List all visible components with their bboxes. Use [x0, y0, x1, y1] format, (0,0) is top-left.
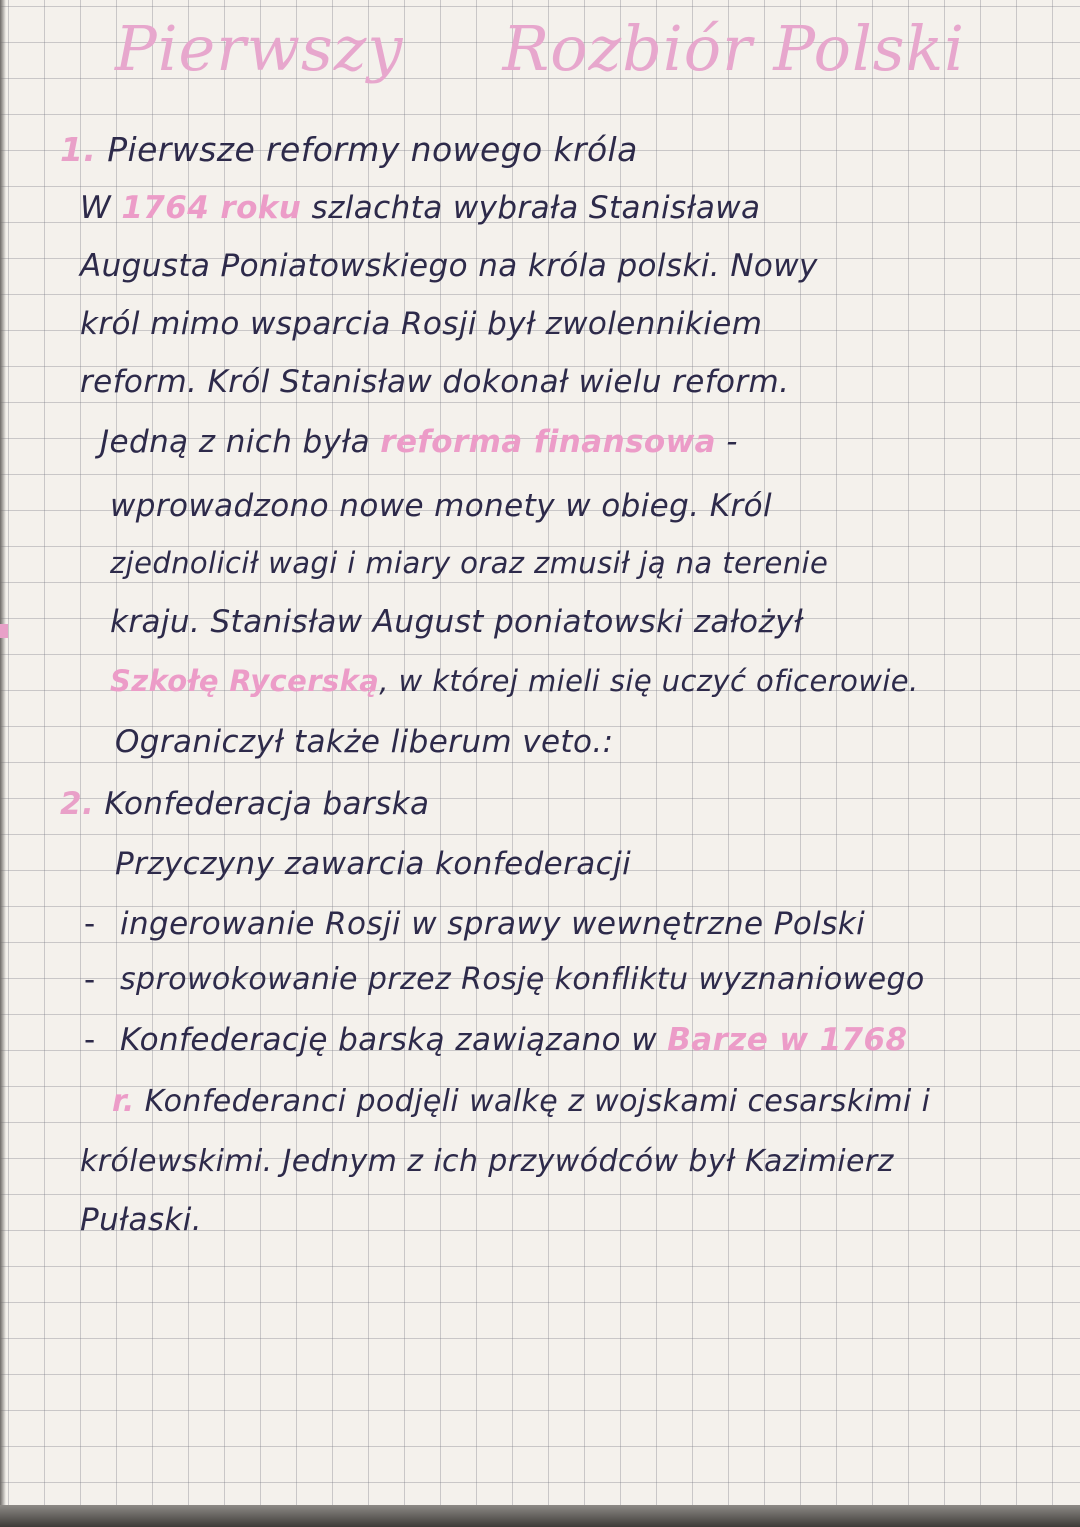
bullet-2: sprowokowanie przez Rosję konfliktu wyznaniowego	[120, 962, 925, 997]
page-left-shadow	[0, 0, 6, 1527]
section-1-number: 1.	[60, 130, 97, 169]
highlight-r: r.	[112, 1084, 135, 1119]
line-text: -	[715, 424, 738, 460]
text-line-8: kraju. Stanisław August poniatowski założył	[110, 604, 804, 640]
page-bottom-edge	[0, 1505, 1080, 1527]
bullet-dash: -	[84, 962, 96, 998]
section-1-heading	[60, 130, 638, 169]
line-text: , w której mieli się uczyć oficerowie.	[379, 664, 919, 698]
text-line-9	[110, 664, 919, 698]
text-line-4: reform. Król Stanisław dokonał wielu reform.	[80, 364, 790, 400]
line-text: W	[80, 190, 122, 226]
bullet-dash: -	[84, 1022, 96, 1058]
bullet-1: ingerowanie Rosji w sprawy wewnętrzne Polski	[120, 906, 866, 942]
line-text: Konfederację barską zawiązano w	[120, 1022, 668, 1058]
section-2-heading-text: Konfederacja barska	[104, 786, 430, 822]
text-line-1	[80, 190, 760, 226]
text-line-5	[100, 424, 738, 460]
text-line-2: Augusta Poniatowskiego na króla polski. Nowy	[80, 248, 818, 284]
bullet-dash: -	[84, 906, 96, 942]
highlight-bar-1768: Barze w 1768	[667, 1022, 908, 1058]
pink-margin-mark	[0, 624, 8, 638]
text-line-6: wprowadzono nowe monety w obieg. Król	[110, 488, 772, 524]
section-1-heading-text: Pierwsze reformy nowego króla	[107, 130, 638, 169]
text-line-3: król mimo wsparcia Rosji był zwolennikiem	[80, 306, 763, 342]
text-line-13: Pułaski.	[80, 1202, 203, 1238]
title-word-2: Rozbiór Polski	[502, 12, 965, 85]
text-line-10: Ograniczył także liberum veto.:	[115, 724, 614, 760]
highlight-reform: reforma finansowa	[380, 424, 716, 460]
page-title	[115, 12, 965, 85]
text-line-7: zjednolicił wagi i miary oraz zmusił ją na terenie	[110, 546, 829, 580]
line-text: Jedną z nich była	[100, 424, 381, 460]
text-line-11	[112, 1084, 930, 1119]
text-line-12: królewskimi. Jednym z ich przywódców był Kazimierz	[80, 1144, 894, 1179]
title-word-1: Pierwszy	[115, 12, 404, 85]
section-2-heading	[60, 786, 429, 822]
highlight-school: Szkołę Rycerską	[110, 664, 380, 698]
highlight-year: 1764 roku	[121, 190, 302, 226]
section-2-subheading: Przyczyny zawarcia konfederacji	[115, 846, 632, 882]
bullet-3	[120, 1022, 907, 1058]
line-text: Konfederanci podjęli walkę z wojskami cesarskimi i	[134, 1084, 931, 1119]
section-2-number: 2.	[60, 786, 95, 822]
line-text: szlachta wybrała Stanisława	[301, 190, 761, 226]
